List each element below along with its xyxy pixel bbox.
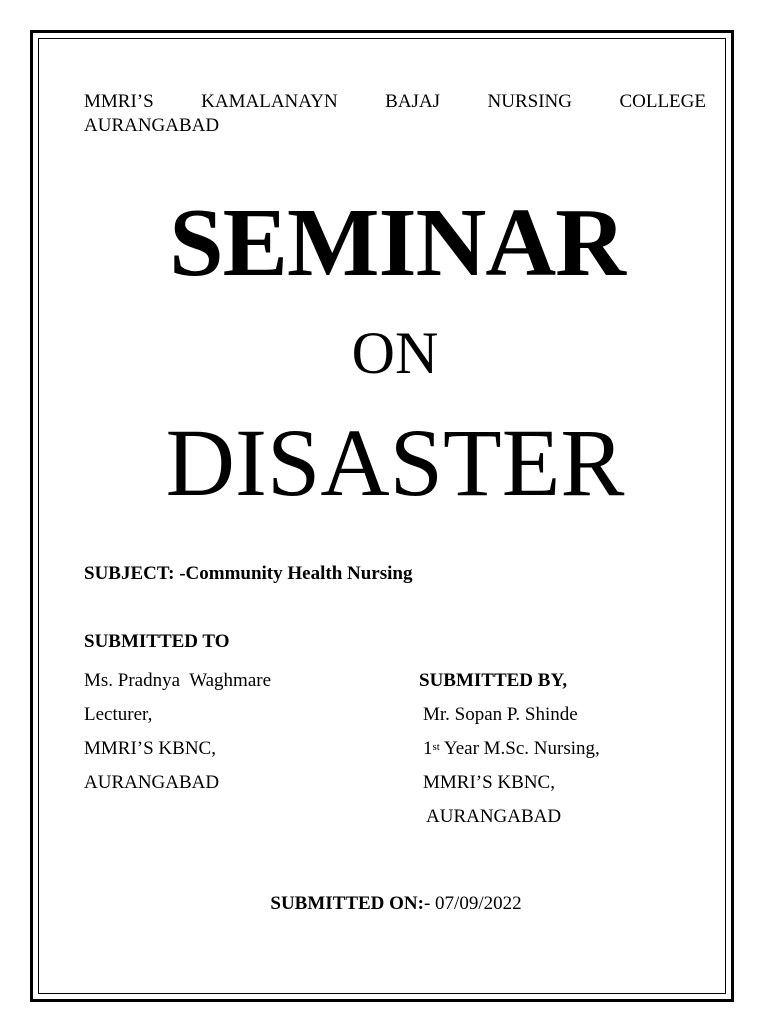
title-on: ON — [351, 320, 439, 386]
subject-line: SUBJECT: -Community Health Nursing — [84, 563, 413, 584]
submitted-by-year — [419, 732, 600, 766]
submitted-by-city: AURANGABAD — [426, 806, 562, 827]
submitted-on — [0, 892, 768, 916]
year-number: 1 — [423, 738, 433, 759]
submitted-to-name: Ms. Pradnya Waghmare — [84, 670, 272, 691]
submitted-to-heading: SUBMITTED TO — [84, 631, 230, 652]
college-city: AURANGABAD — [84, 115, 220, 136]
submitted-by-institution: MMRI’S KBNC, — [423, 772, 555, 793]
submitted-on-label: SUBMITTED ON: — [270, 893, 424, 914]
page-border — [30, 30, 734, 1002]
submitted-to-block — [84, 664, 271, 800]
year-rest: Year M.Sc. Nursing, — [439, 738, 600, 759]
submitted-by-name: Mr. Sopan P. Shinde — [423, 704, 578, 725]
year-suffix: st — [432, 741, 440, 753]
page-border-inner — [38, 38, 726, 994]
college-name: MMRI’S KAMALANAYN BAJAJ NURSING COLLEGE — [84, 91, 706, 112]
submitted-to-institution: MMRI’S KBNC, — [84, 738, 216, 759]
submitted-to-city: AURANGABAD — [84, 772, 220, 793]
submitted-by-heading: SUBMITTED BY, — [419, 670, 568, 691]
title-topic: DISASTER — [165, 409, 625, 516]
submitted-by-block — [419, 664, 600, 834]
title-seminar: SEMINAR — [169, 189, 625, 297]
submitted-to-designation: Lecturer, — [84, 704, 153, 725]
submitted-on-date: - 07/09/2022 — [423, 893, 522, 914]
